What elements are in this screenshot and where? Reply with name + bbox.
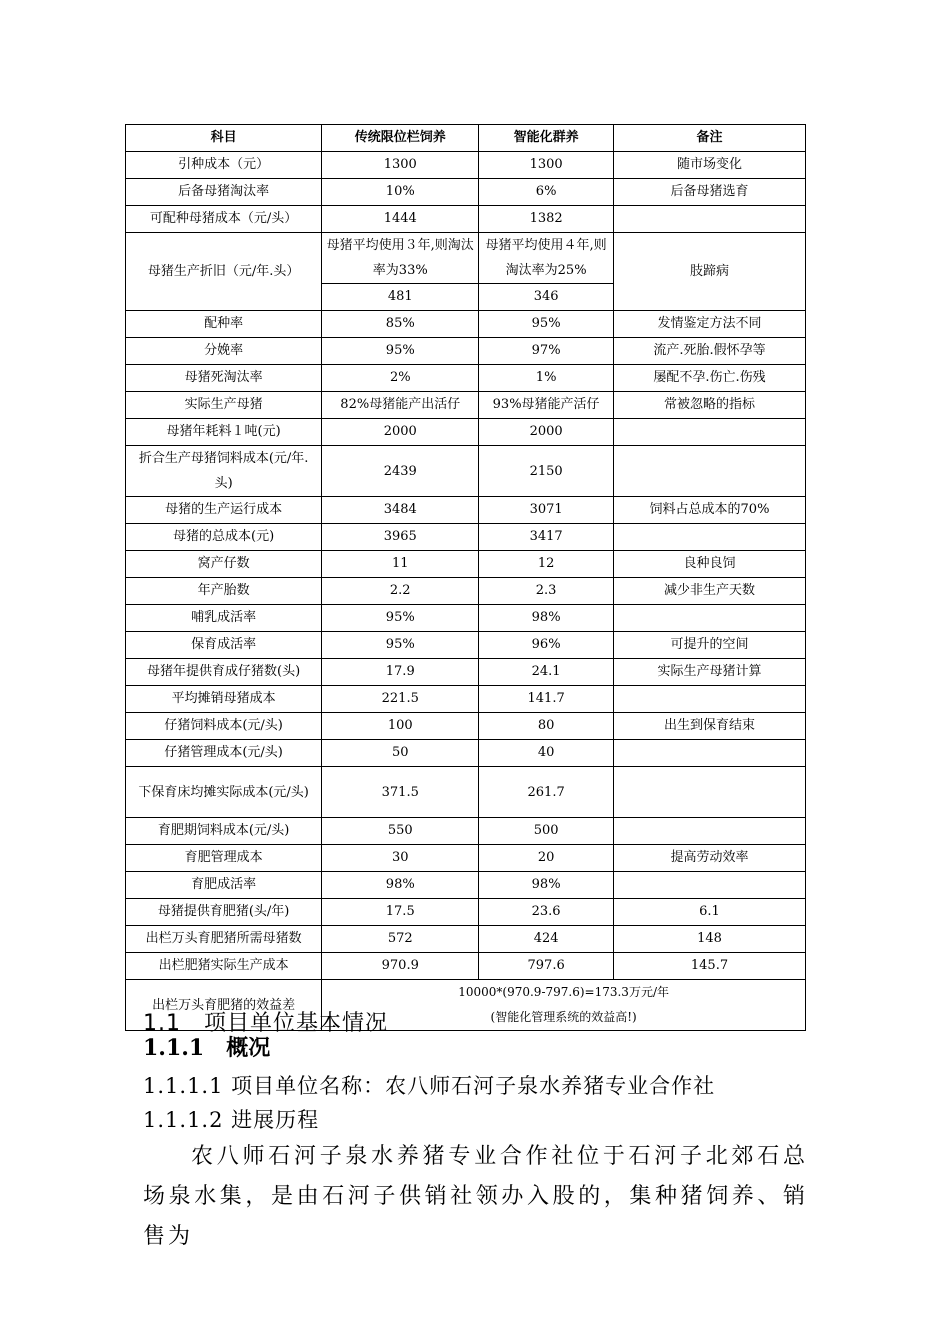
table-row — [126, 767, 806, 818]
table-cell: 11 — [322, 551, 479, 578]
table-cell: 减少非生产天数 — [613, 578, 805, 605]
table-cell: 分娩率 — [126, 338, 322, 365]
table-row — [126, 365, 806, 392]
table-cell: 母猪提供育肥猪(头/年) — [126, 899, 322, 926]
section-heading: 1.1 项目单位基本情况 — [143, 1011, 388, 1036]
subsection-heading: 1.1.1 概况 — [143, 1035, 271, 1061]
table-row — [126, 605, 806, 632]
table-cell: 哺乳成活率 — [126, 605, 322, 632]
table-cell: 后备母猪淘汰率 — [126, 179, 322, 206]
table-cell: 3484 — [322, 497, 479, 524]
table-cell: 屡配不孕.伤亡.伤残 — [613, 365, 805, 392]
table-row — [126, 872, 806, 899]
table-row — [126, 446, 806, 497]
table-cell: 出栏肥猪实际生产成本 — [126, 953, 322, 980]
table-cell — [613, 419, 805, 446]
table-cell: 2150 — [479, 446, 614, 497]
table-cell: 母猪的生产运行成本 — [126, 497, 322, 524]
table-cell: 母猪年提供育成仔猪数(头) — [126, 659, 322, 686]
table-cell: 2.2 — [322, 578, 479, 605]
table-row — [126, 551, 806, 578]
table-cell: 93%母猪能产活仔 — [479, 392, 614, 419]
header-remark: 备注 — [613, 125, 805, 152]
table-cell: 仔猪饲料成本(元/头) — [126, 713, 322, 740]
table-cell: 后备母猪选育 — [613, 179, 805, 206]
table-cell: 流产.死胎.假怀孕等 — [613, 338, 805, 365]
table-cell: 母猪年耗料１吨(元) — [126, 419, 322, 446]
table-body — [126, 152, 806, 1031]
table-cell: 引种成本（元） — [126, 152, 322, 179]
table-cell: 1300 — [479, 152, 614, 179]
table-cell: 2000 — [322, 419, 479, 446]
table-cell: 1444 — [322, 206, 479, 233]
table-cell: 145.7 — [613, 953, 805, 980]
table-cell: 2439 — [322, 446, 479, 497]
table-cell: 可提升的空间 — [613, 632, 805, 659]
table-cell: 98% — [479, 872, 614, 899]
table-cell: 育肥成活率 — [126, 872, 322, 899]
table-row — [126, 899, 806, 926]
table-cell — [613, 446, 805, 497]
table-cell: 221.5 — [322, 686, 479, 713]
table-cell: 1382 — [479, 206, 614, 233]
table-row — [126, 953, 806, 980]
table-row — [126, 392, 806, 419]
table-cell: 95% — [322, 338, 479, 365]
table-cell — [613, 524, 805, 551]
table-cell: 育肥期饲料成本(元/头) — [126, 818, 322, 845]
table-cell: 95% — [322, 605, 479, 632]
table-cell — [613, 686, 805, 713]
table-row — [126, 152, 806, 179]
table-cell: 797.6 — [479, 953, 614, 980]
table-cell: 17.9 — [322, 659, 479, 686]
table-cell — [613, 818, 805, 845]
table-cell: 1300 — [322, 152, 479, 179]
table-cell: 母猪生产折旧（元/年.头） — [126, 233, 322, 311]
table-cell: 481 — [322, 284, 479, 311]
table-cell: 育肥管理成本 — [126, 845, 322, 872]
table-cell: 下保育床均摊实际成本(元/头) — [126, 767, 322, 818]
cost-comparison-table — [125, 124, 806, 1031]
table-cell: 346 — [479, 284, 614, 311]
table-row — [126, 659, 806, 686]
table-row — [126, 686, 806, 713]
table-cell: 常被忽略的指标 — [613, 392, 805, 419]
table-cell: 97% — [479, 338, 614, 365]
table-cell: 可配种母猪成本（元/头） — [126, 206, 322, 233]
table-cell: 96% — [479, 632, 614, 659]
table-cell: 85% — [322, 311, 479, 338]
table-cell: 424 — [479, 926, 614, 953]
table-cell: 仔猪管理成本(元/头) — [126, 740, 322, 767]
table-cell: 母猪死淘汰率 — [126, 365, 322, 392]
header-subject: 科目 — [126, 125, 322, 152]
table-cell: 500 — [479, 818, 614, 845]
table-cell: 配种率 — [126, 311, 322, 338]
table-cell — [613, 605, 805, 632]
table-cell: 出生到保育结束 — [613, 713, 805, 740]
table-cell: 6% — [479, 179, 614, 206]
table-cell: 3417 — [479, 524, 614, 551]
table-cell: 95% — [322, 632, 479, 659]
table-cell: 50 — [322, 740, 479, 767]
table-row — [126, 419, 806, 446]
table-cell: 良种良饲 — [613, 551, 805, 578]
table-cell: 随市场变化 — [613, 152, 805, 179]
table-row — [126, 818, 806, 845]
table-row — [126, 179, 806, 206]
table-cell: 肢蹄病 — [613, 233, 805, 311]
table-cell: 550 — [322, 818, 479, 845]
table-cell: 3071 — [479, 497, 614, 524]
table-cell: 40 — [479, 740, 614, 767]
table-cell — [322, 980, 806, 1031]
table-cell: 23.6 — [479, 899, 614, 926]
table-cell: 提高劳动效率 — [613, 845, 805, 872]
table-cell: 发情鉴定方法不同 — [613, 311, 805, 338]
table-cell: 母猪平均使用４年,则淘汰率为25% — [479, 233, 614, 284]
table-cell: 30 — [322, 845, 479, 872]
table-cell: 371.5 — [322, 767, 479, 818]
table-cell: 6.1 — [613, 899, 805, 926]
table-cell: 出栏万头育肥猪的效益差 — [126, 980, 322, 1031]
benefit-formula: 10000*(970.9-797.6)=173.3万元/年 — [458, 985, 669, 999]
table-row — [126, 206, 806, 233]
table-cell: 实际生产母猪 — [126, 392, 322, 419]
table-cell: 10% — [322, 179, 479, 206]
table-cell: 148 — [613, 926, 805, 953]
table-row — [126, 497, 806, 524]
table-row — [126, 578, 806, 605]
table-row — [126, 632, 806, 659]
table-cell — [613, 872, 805, 899]
project-name-line: 1.1.1.1 项目单位名称：农八师石河子泉水养猪专业合作社 — [143, 1074, 716, 1098]
table-cell — [613, 740, 805, 767]
table-row — [126, 524, 806, 551]
header-smart: 智能化群养 — [479, 125, 614, 152]
table-row — [126, 311, 806, 338]
table-cell: 20 — [479, 845, 614, 872]
table-cell: 24.1 — [479, 659, 614, 686]
table-cell: 572 — [322, 926, 479, 953]
table-cell: 年产胎数 — [126, 578, 322, 605]
table-cell: 80 — [479, 713, 614, 740]
table-cell: 保育成活率 — [126, 632, 322, 659]
table-row — [126, 338, 806, 365]
table-cell: 窝产仔数 — [126, 551, 322, 578]
table-cell: 970.9 — [322, 953, 479, 980]
table-cell: 98% — [322, 872, 479, 899]
table-cell: 饲料占总成本的70% — [613, 497, 805, 524]
body-paragraph: 农八师石河子泉水养猪专业合作社位于石河子北郊石总场泉水集，是由石河子供销社领办入股的，集种猪饲养、销售为 — [143, 1144, 808, 1249]
header-traditional: 传统限位栏饲养 — [322, 125, 479, 152]
table-cell: 2000 — [479, 419, 614, 446]
progress-heading: 1.1.1.2 进展历程 — [143, 1108, 320, 1132]
table-cell: 出栏万头育肥猪所需母猪数 — [126, 926, 322, 953]
table-row — [126, 740, 806, 767]
table-cell: 98% — [479, 605, 614, 632]
table-cell — [613, 206, 805, 233]
table-cell: 折合生产母猪饲料成本(元/年.头) — [126, 446, 322, 497]
table-header-row — [126, 125, 806, 152]
table-cell: 100 — [322, 713, 479, 740]
table-row — [126, 845, 806, 872]
table-cell — [613, 767, 805, 818]
table-row — [126, 713, 806, 740]
table-cell: 母猪平均使用３年,则淘汰率为33% — [322, 233, 479, 284]
table-cell: 12 — [479, 551, 614, 578]
table-cell: 95% — [479, 311, 614, 338]
table-row — [126, 233, 806, 284]
table-cell: 141.7 — [479, 686, 614, 713]
table-cell: 母猪的总成本(元) — [126, 524, 322, 551]
table-cell: 82%母猪能产出活仔 — [322, 392, 479, 419]
table-row — [126, 926, 806, 953]
table-cell: 261.7 — [479, 767, 614, 818]
benefit-note: (智能化管理系统的效益高!) — [490, 1010, 637, 1024]
table-cell: 实际生产母猪计算 — [613, 659, 805, 686]
table-cell: 3965 — [322, 524, 479, 551]
table-cell: 2.3 — [479, 578, 614, 605]
table-cell: 平均摊销母猪成本 — [126, 686, 322, 713]
table-cell: 2% — [322, 365, 479, 392]
table-cell: 17.5 — [322, 899, 479, 926]
table-cell: 1% — [479, 365, 614, 392]
